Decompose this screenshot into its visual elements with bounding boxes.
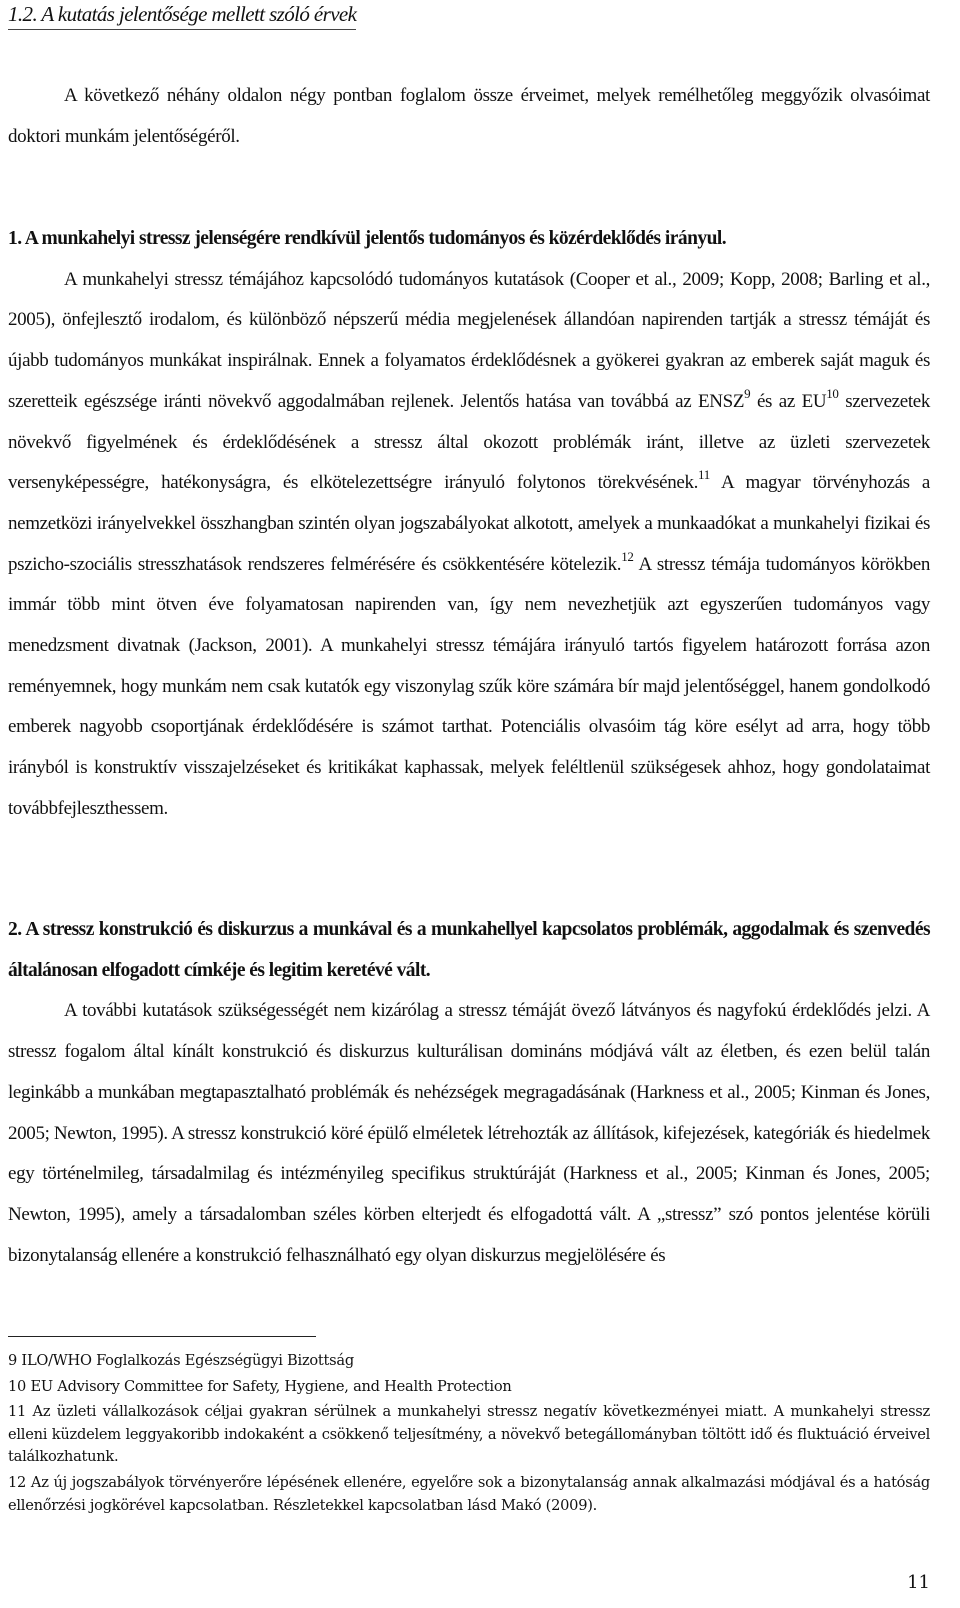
footnote-10: 10 EU Advisory Committee for Safety, Hygiene, and Health Protection (8, 1377, 512, 1395)
argument-1-text-c: szervezetek növekvő figyelmének és érdeklődésének a stressz által okozott problémák iránt, illetve az üzleti szervezetek versenyképességre, hatékonyságra, és elkötelezettségre irányuló folytonos törekvésének. (8, 390, 930, 494)
section-heading: 1.2. A kutatás jelentősége mellett szóló érvek (8, 0, 356, 30)
intro-paragraph: A következő néhány oldalon négy pontban foglalom össze érveimet, melyek remélhetőleg meggyőzik olvasóimat doktori munkám jelentőségéről. (8, 85, 930, 147)
page-number: 11 (907, 1572, 930, 1593)
argument-1-text-a: A munkahelyi stressz témájához kapcsolódó tudományos kutatások (Cooper et al., 2009; Kopp, 2008; Barling et al., 2005), önfejlesztő irodalom, és különböző népszerű média megjelenések állandóan napirenden tartják a stressz témáját és újabb tudományos munkákat inspirálnak. Ennek a folyamatos érdeklődésnek a gyökerei gyakran az emberek saját maguk és szeretteik egészsége iránti növekvő aggodalmában rejlenek. Jelentős hatása van továbbá az ENSZ (8, 268, 930, 412)
argument-1-paragraph (8, 260, 930, 830)
footnote-12: 12 Az új jogszabályok törvényerőre lépésének ellenére, egyelőre sok a bizonytalanság annak alkalmazási módjával és a hatóság ellenőrzési jogkörével kapcsolatban. Részletekkel kapcsolatban lásd Makó (2009). (8, 1473, 930, 1514)
argument-2-paragraph: A további kutatások szükségességét nem kizárólag a stressz témáját övező látványos és nagyfokú érdeklődés jelzi. A stressz fogalom által kínált konstrukció és diskurzus kulturálisan domináns módjává vált az életben, és ezen belül talán leginkább a munkában megtapasztalható problémák és nehézségek megragadásának (Harkness et al., 2005; Kinman és Jones, 2005; Newton, 1995). A stressz konstrukció köré épülő elméletek létrehozták az állítások, kifejezések, kategóriák és hiedelmek egy történelmileg, társadalmilag és intézményileg specifikus struktúráját (Harkness et al., 2005; Kinman és Jones, 2005; Newton, 1995), amely a társadalomban széles körben elterjedt és elfogadottá vált. A „stressz” szó pontos jelentése körüli bizonytalanság ellenére a konstrukció felhasználható egy olyan diskurzus megjelölésére és (8, 1000, 930, 1266)
argument-2 (8, 910, 930, 1276)
argument-1-title: 1. A munkahelyi stressz jelenségére rendkívül jelentős tudományos és közérdeklődés irányul. (8, 228, 727, 249)
footnote-11: 11 Az üzleti vállalkozások céljai gyakran sérülnek a munkahelyi stressz negatív következményei miatt. A munkahelyi stressz elleni küzdelem leggyakoribb indokaként a csökkenő teljesítmény, a növekvő betegállományban töltött idő és fluktuáció érveivel találkozhatunk. (8, 1403, 930, 1466)
argument-1-text-d: A magyar törvényhozás a nemzetközi irányelvekkel összhangban szintén olyan jogszabályokat alkotott, amelyek a munkaadókat a munkahelyi fizikai és pszicho-szociális stresszhatások rendszeres felmérésére és csökkentésére kötelezik. (8, 472, 930, 575)
footnote-separator (8, 1336, 316, 1337)
footnote-ref-12[interactable]: 12 (621, 548, 634, 564)
argument-1-text-b: és az EU (750, 390, 827, 412)
argument-1-text-e: A stressz témája tudományos körökben immár több mint ötven éve folyamatosan napirenden van, így nem nevezhetjük azt egyszerűen tudományos vagy menedzsment divatnak (Jackson, 2001). A munkahelyi stressz témájára irányuló tartós figyelem határozott forrása azon reményemnek, hogy munkám nem csak kutatók egy viszonylag szűk köre számára bír majd jelentőséggel, hanem gondolkodó emberek nagyobb csoportjának érdeklődésére is számot tarthat. Potenciális olvasóim tág köre esélyt ad arra, hogy több irányból is konstruktív visszajelzéseket és kritikákat kaphassak, melyek feléltlenül szükségesek ahhoz, hogy gondolataimat továbbfejleszthessem. (8, 553, 930, 819)
footnote-9: 9 ILO/WHO Foglalkozás Egészségügyi Bizottság (8, 1352, 354, 1369)
argument-1 (8, 219, 930, 830)
footnote-ref-9[interactable]: 9 (744, 385, 751, 401)
footnote-ref-11[interactable]: 11 (698, 467, 710, 483)
argument-2-title: 2. A stressz konstrukció és diskurzus a munkával és a munkahellyel kapcsolatos problémák, aggodalmak és szenvedés általánosan elfogadott címkéje és legitim keretévé vált. (8, 919, 930, 981)
footnote-ref-10[interactable]: 10 (826, 385, 839, 401)
footnotes (8, 1350, 930, 1520)
